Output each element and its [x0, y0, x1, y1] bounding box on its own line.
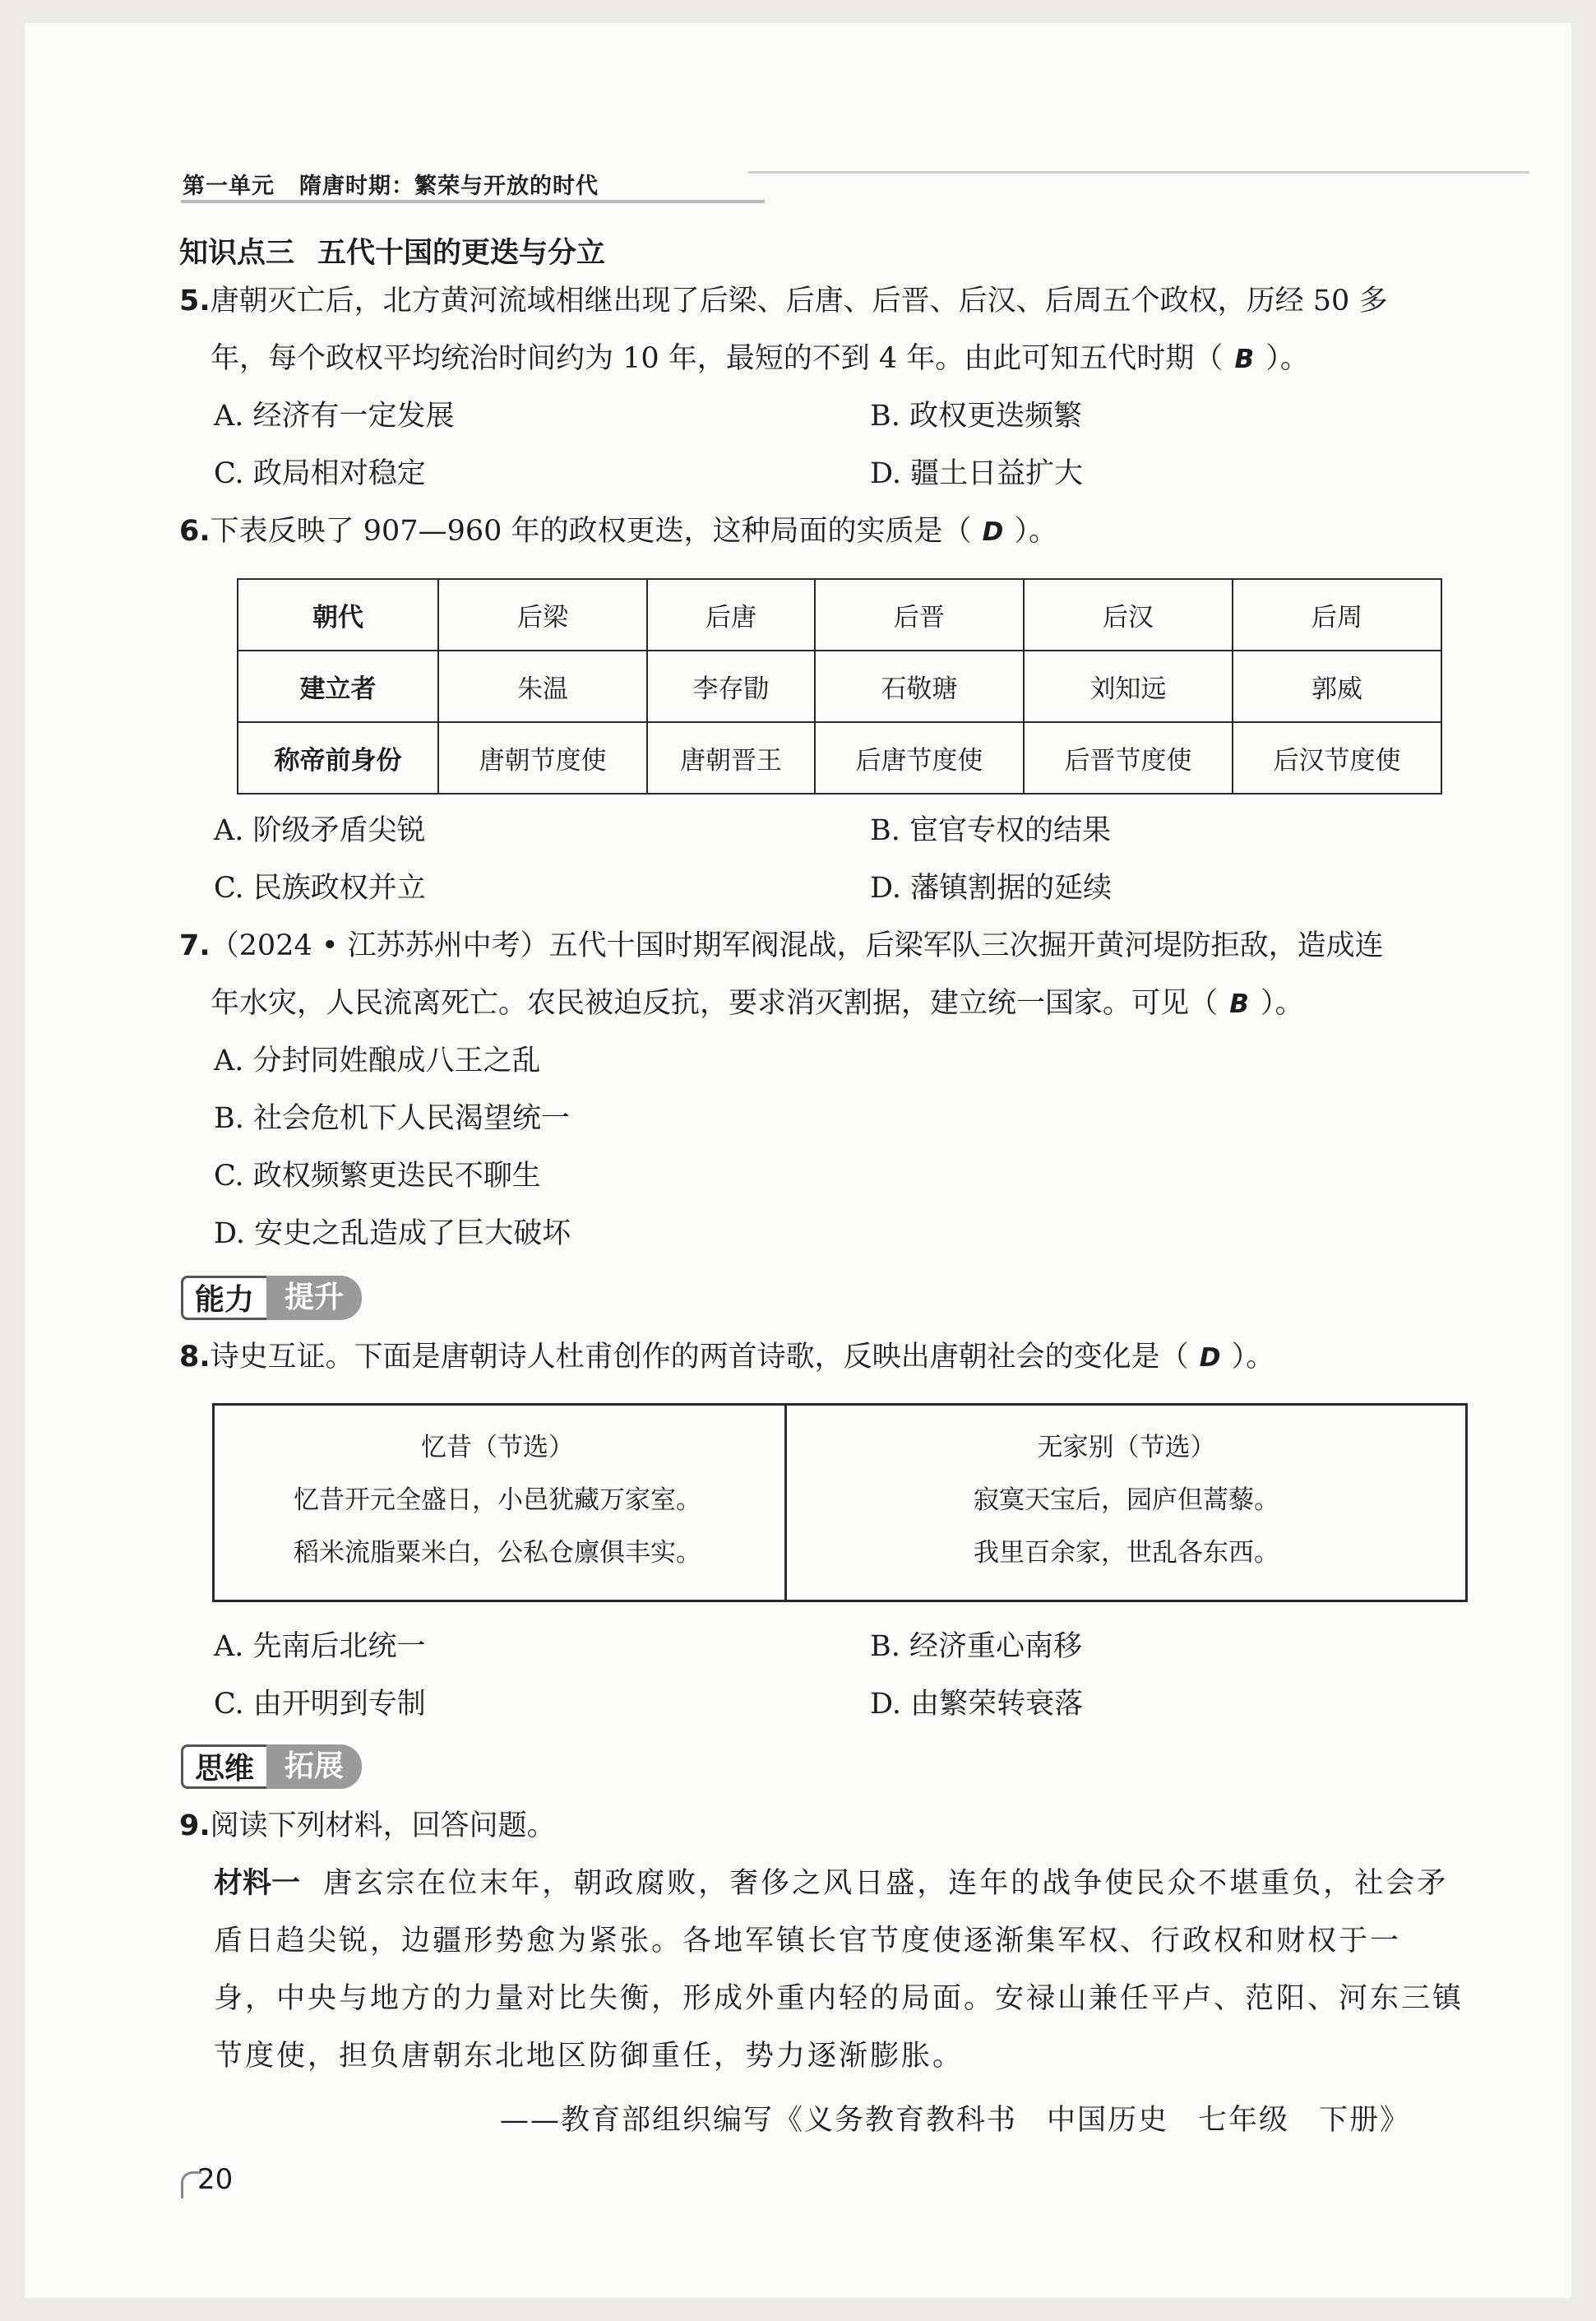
q8-stem-1: 诗史互证。下面是唐朝诗人杜甫创作的两首诗歌，反映出唐朝社会的变化是（ — [210, 1341, 1189, 1374]
table-cell: 后唐 — [647, 579, 815, 651]
source-part-1: ——教育部组织编写《义务教育教科书 — [500, 2104, 1018, 2137]
row-header-founder: 建立者 — [238, 651, 438, 722]
q7-option-c: C. 政权频繁更迭民不聊生 — [214, 1160, 541, 1193]
badge-ability-part2: 提升 — [266, 1276, 362, 1320]
table-cell: 朱温 — [438, 651, 647, 722]
q8-option-b: B. 经济重心南移 — [870, 1630, 1082, 1663]
q7-stem-3: ）。 — [1261, 987, 1304, 1020]
table-cell: 唐朝节度使 — [438, 722, 647, 794]
table-cell: 后唐节度使 — [815, 722, 1024, 794]
q5-option-d: D. 疆土日益扩大 — [870, 457, 1084, 490]
badge-thinking-part1: 思维 — [181, 1744, 275, 1789]
q8-answer: D — [1199, 1343, 1221, 1373]
q5-option-b: B. 政权更迭频繁 — [870, 400, 1082, 433]
q7-option-d: D. 安史之乱造成了巨大破坏 — [214, 1217, 571, 1250]
table-cell: 郭威 — [1233, 651, 1441, 722]
table-row — [238, 651, 1441, 722]
q5-number: 5. — [179, 285, 210, 317]
header-title: 隋唐时期：繁荣与开放的时代 — [299, 174, 599, 199]
q6-option-a: A. 阶级矛盾尖锐 — [214, 814, 426, 847]
q6-stem-2: ）。 — [1014, 515, 1058, 548]
q5-option-c: C. 政局相对稳定 — [214, 457, 426, 490]
q7-stem-1: （2024 • 江苏苏州中考）五代十国时期军阀混战，后梁军队三次掘开黄河堤防拒敌，造成连 — [210, 929, 1384, 962]
source-part-3: 七年级 — [1198, 2104, 1290, 2137]
workbook-page — [25, 23, 1571, 2298]
knowledge-point-label: 知识点三 — [179, 237, 295, 270]
material-line-4: 节度使，担负唐朝东北地区防御重任，势力逐渐膨胀。 — [214, 2040, 965, 2073]
material-line-1 — [214, 1865, 1448, 1902]
knowledge-point-heading — [179, 230, 605, 271]
q6-option-c: C. 民族政权并立 — [214, 872, 426, 905]
table-cell: 后晋节度使 — [1024, 722, 1233, 794]
table-row — [238, 722, 1441, 794]
page-number: 20 — [197, 2163, 234, 2196]
q6-answer: D — [982, 517, 1004, 547]
badge-thinking-part2: 拓展 — [266, 1744, 362, 1789]
row-header-identity: 称帝前身份 — [238, 722, 438, 794]
q6-number: 6. — [179, 515, 210, 548]
poem-left-line1: 忆昔开元全盛日，小邑犹藏万家室。 — [294, 1485, 701, 1515]
q7-line1 — [179, 928, 1384, 964]
q9-stem — [179, 1808, 556, 1844]
q8-option-d: D. 由繁荣转衰落 — [870, 1688, 1084, 1721]
table-cell: 后汉节度使 — [1233, 722, 1441, 794]
q8-stem-2: ）。 — [1231, 1341, 1275, 1374]
header-rule — [181, 200, 765, 203]
row-header-dynasty: 朝代 — [238, 579, 438, 651]
source-part-4: 下册》 — [1319, 2104, 1411, 2137]
poem-left — [210, 1421, 785, 1579]
header-unit: 第一单元 — [183, 174, 275, 199]
section-badge-thinking — [181, 1744, 378, 1789]
q5-option-a: A. 经济有一定发展 — [214, 400, 455, 433]
knowledge-point-title: 五代十国的更迭与分立 — [317, 237, 606, 270]
q8-stem — [179, 1339, 1274, 1376]
q8-option-c: C. 由开明到专制 — [214, 1688, 426, 1721]
q5-line2 — [210, 341, 1309, 378]
regime-table — [237, 578, 1442, 795]
q7-stem-2: 年水灾，人民流离死亡。农民被迫反抗，要求消灭割据，建立统一国家。可见（ — [210, 987, 1219, 1020]
q6-stem-1: 下表反映了 907—960 年的政权更迭，这种局面的实质是（ — [210, 515, 972, 548]
poem-left-line2: 稻米流脂粟米白，公私仓廪俱丰实。 — [294, 1538, 701, 1568]
source-part-2: 中国历史 — [1047, 2104, 1169, 2137]
material-line-3: 身，中央与地方的力量对比失衡，形成外重内轻的局面。安禄山兼任平卢、范阳、河东三镇 — [214, 1982, 1464, 2015]
material-text-1: 唐玄宗在位末年，朝政腐败，奢侈之风日盛，连年的战争使民众不堪重负，社会矛 — [323, 1867, 1449, 1900]
table-cell: 后汉 — [1024, 579, 1233, 651]
q7-number: 7. — [179, 929, 210, 962]
q8-option-a: A. 先南后北统一 — [214, 1630, 426, 1663]
table-cell: 后晋 — [815, 579, 1024, 651]
q5-stem-3: ）。 — [1265, 342, 1309, 375]
q6-stem — [179, 513, 1057, 550]
q9-stem-text: 阅读下列材料，回答问题。 — [210, 1809, 556, 1842]
table-cell: 石敬瑭 — [815, 651, 1024, 722]
table-cell: 刘知远 — [1024, 651, 1233, 722]
poem-right-line2: 我里百余家，世乱各东西。 — [974, 1538, 1279, 1568]
q9-number: 9. — [179, 1809, 210, 1842]
table-cell: 后梁 — [438, 579, 647, 651]
material-source — [500, 2097, 1410, 2138]
q7-option-a: A. 分封同姓酿成八王之乱 — [214, 1045, 541, 1077]
q6-option-b: B. 宦官专权的结果 — [870, 814, 1111, 847]
q5-stem-2: 年，每个政权平均统治时间约为 10 年，最短的不到 4 年。由此可知五代时期（ — [210, 342, 1224, 375]
material-label: 材料一 — [214, 1867, 301, 1900]
q7-line2 — [210, 985, 1304, 1022]
poem-left-title: 忆昔（节选） — [421, 1433, 574, 1462]
table-cell: 唐朝晋王 — [647, 722, 815, 794]
q8-number: 8. — [179, 1341, 210, 1374]
poem-right-line1: 寂寞天宝后，园庐但蒿藜。 — [974, 1485, 1279, 1515]
q6-option-d: D. 藩镇割据的延续 — [870, 872, 1113, 905]
section-badge-ability — [181, 1276, 378, 1320]
q5-answer: B — [1234, 345, 1255, 374]
running-header — [183, 168, 599, 200]
poem-right — [839, 1421, 1414, 1579]
header-rule-right — [748, 171, 1529, 174]
table-row — [238, 579, 1441, 651]
q5-stem-1: 唐朝灭亡后，北方黄河流域相继出现了后梁、后唐、后晋、后汉、后周五个政权，历经 50 多 — [210, 285, 1388, 317]
q7-option-b: B. 社会危机下人民渴望统一 — [214, 1102, 570, 1135]
q5-line1 — [179, 283, 1387, 319]
table-cell: 后周 — [1233, 579, 1441, 651]
table-cell: 李存勖 — [647, 651, 815, 722]
poem-right-title: 无家别（节选） — [1037, 1433, 1216, 1462]
q7-answer: B — [1229, 989, 1249, 1019]
badge-ability-part1: 能力 — [181, 1276, 275, 1320]
material-line-2: 盾日趋尖锐，边疆形势愈为紧张。各地军镇长官节度使逐渐集军权、行政权和财权于一 — [214, 1925, 1402, 1957]
